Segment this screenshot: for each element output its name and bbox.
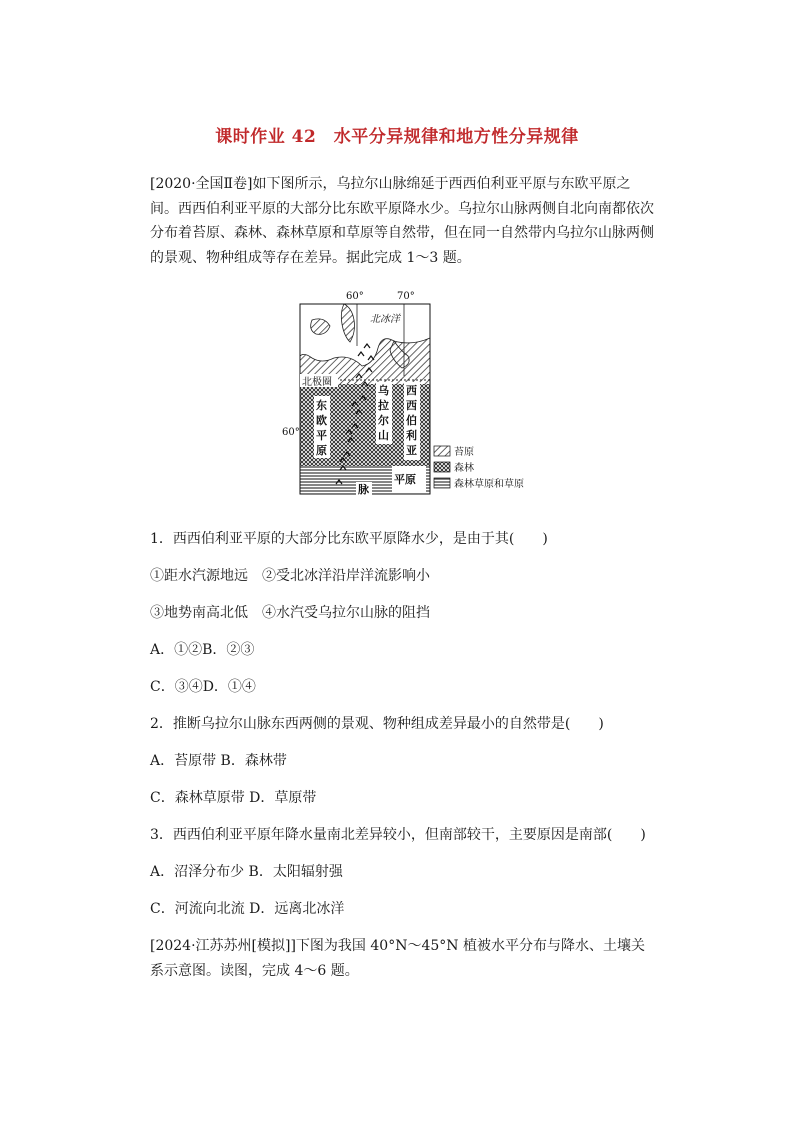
eep-char-2: 欧 xyxy=(316,414,327,427)
wsp-char-5: 亚 xyxy=(406,444,417,457)
wsp-pingyuan: 平原 xyxy=(394,473,416,486)
question-2-stem: 2．推断乌拉尔山脉东西两侧的景观、物种组成差异最小的自然带是( ) xyxy=(150,716,604,732)
legend-swatch-forest xyxy=(434,462,450,472)
question-1-option-ab: A．①②B．②③ xyxy=(150,642,255,658)
legend-swatch-steppe xyxy=(434,478,450,488)
lat-60-label: 60° xyxy=(282,427,300,438)
question-2-option-cd: C．森林草原带 D．草原带 xyxy=(150,790,317,806)
eep-char-3: 平 xyxy=(316,429,327,442)
question-2-option-ab: A．苔原带 B．森林带 xyxy=(150,753,287,769)
ural-char-2: 拉 xyxy=(378,399,389,412)
eep-char-4: 原 xyxy=(316,444,327,457)
map-legend xyxy=(434,445,524,490)
question-3-option-cd: C．河流向北流 D．远离北冰洋 xyxy=(150,901,345,917)
wsp-char-3: 伯 xyxy=(406,414,417,427)
question-3-stem: 3．西西伯利亚平原年降水量南北差异较小，但南部较干，主要原因是南部( ) xyxy=(150,827,646,843)
ural-char-3: 尔 xyxy=(378,414,389,427)
wsp-char-4: 利 xyxy=(406,429,417,442)
east-europe-plain-label xyxy=(314,396,330,458)
question-1-stem: 1．西西伯利亚平原的大部分比东欧平原降水少，是由于其( ) xyxy=(150,531,548,547)
wsp-char-1: 西 xyxy=(406,384,417,397)
ural-char-1: 乌 xyxy=(378,384,389,397)
legend-steppe-label: 森林草原和草原 xyxy=(454,479,524,490)
ural-char-4: 山 xyxy=(378,429,389,442)
arctic-ocean-label: 北冰洋 xyxy=(370,314,400,325)
wsp-char-2: 西 xyxy=(406,399,417,412)
lon-70-label: 70° xyxy=(397,291,415,302)
ural-map xyxy=(282,286,542,500)
legend-swatch-tundra xyxy=(434,446,450,456)
legend-forest-label: 森林 xyxy=(454,463,474,474)
question-1-line-1: ①距水汽源地远 ②受北冰洋沿岸洋流影响小 xyxy=(150,568,430,584)
arctic-circle-label: 北极圈 xyxy=(302,377,332,388)
question-1-option-cd: C．③④D．①④ xyxy=(150,679,256,695)
ural-map-figure xyxy=(282,286,542,500)
question-3-option-ab: A．沼泽分布少 B．太阳辐射强 xyxy=(150,864,343,880)
ural-char-5: 脉 xyxy=(358,483,369,496)
intro-paragraph-2: [2024·江苏苏州[模拟]]下图为我国 40°N～45°N 植被水平分布与降水、土壤关系示意图。读图，完成 4～6 题。 xyxy=(150,938,645,979)
lon-60-label: 60° xyxy=(346,291,364,302)
page-title: 课时作业 42 水平分异规律和地方性分异规律 xyxy=(215,127,579,147)
legend-tundra-label: 苔原 xyxy=(454,447,474,458)
intro-paragraph: [2020·全国Ⅱ卷]如下图所示，乌拉尔山脉绵延于西西伯利亚平原与东欧平原之间。西西伯利亚平原的大部分比东欧平原降水少。乌拉尔山脉两侧自北向南都依次分布着苔原、森林、森林草原和草原等自然带，但在同一自然带内乌拉尔山脉两侧的景观、物种组成等存在差异。据此完成 1～3 题。 xyxy=(150,176,654,266)
eep-char-1: 东 xyxy=(316,399,327,412)
question-1-line-2: ③地势南高北低 ④水汽受乌拉尔山脉的阻挡 xyxy=(150,605,430,621)
